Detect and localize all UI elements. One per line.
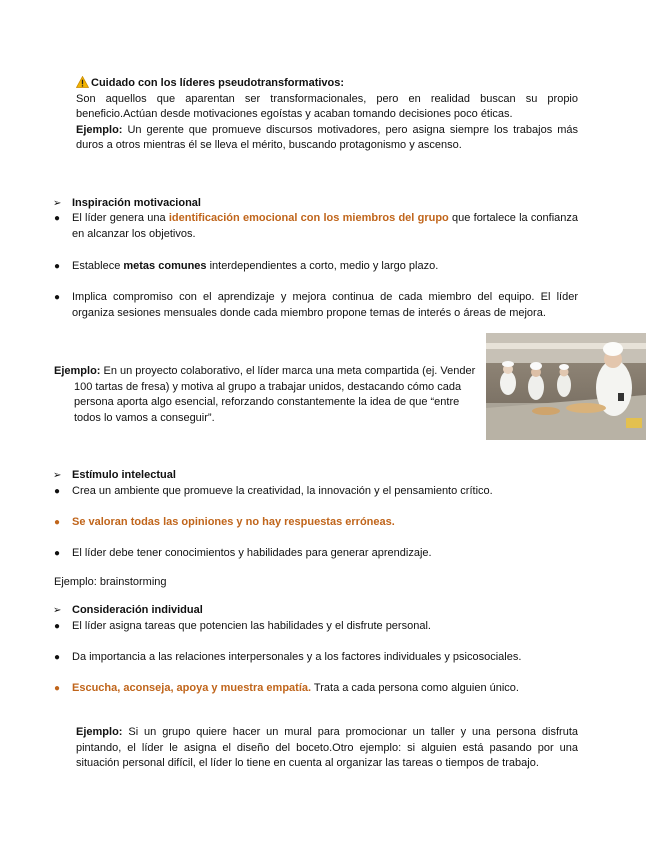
- bullet-dot: ●: [54, 683, 61, 694]
- bullet-dot: ●: [54, 292, 61, 303]
- inspiracion-bullet-1: El líder genera una identificación emocional con los miembros del grupo que fortalece la confianza en alcanzar los objetivos.: [72, 212, 578, 240]
- section-heading-estimulo: Estímulo intelectual: [72, 469, 176, 481]
- estimulo-bullet-1: Crea un ambiente que promueve la creatividad, la innovación y el pensamiento crítico.: [72, 485, 493, 497]
- bullet-dot: ●: [54, 621, 61, 632]
- bullet-dot: ●: [54, 517, 61, 528]
- arrow-bullet: ➢: [53, 605, 62, 616]
- warning-title: Cuidado con los líderes pseudotransformativos:: [76, 76, 578, 92]
- consideracion-example: Ejemplo: Si un grupo quiere hacer un mural para promocionar un taller y una persona disfruta pintando, el líder le asigna el diseño del boceto.Otro ejemplo: si alguien está pasando por una situación personal difícil, el líder lo tiene en cuenta al organizar las tareas o tiempos de trabajo.: [76, 726, 578, 769]
- consideracion-bullet-2: Da importancia a las relaciones interpersonales y a los factores individuales y psicosociales.: [72, 651, 522, 663]
- arrow-bullet: ➢: [53, 198, 62, 209]
- kitchen-team-photo: [486, 333, 646, 440]
- warning-example: Ejemplo: Un gerente que promueve discursos motivadores, pero asigna siempre los trabajos más duros a otros mientras él se lleva el mérito, buscando protagonismo y ascenso.: [76, 123, 578, 151]
- bullet-dot: ●: [54, 548, 61, 559]
- bullet-dot: ●: [54, 652, 61, 663]
- inspiracion-example: Ejemplo: En un proyecto colaborativo, el líder marca una meta compartida (ej. Vender 100 tartas de fresa) y motiva al grupo a trabajar unidos, destacando cómo cada persona aporta algo esencial, reforzando constantemente la idea de que “entre todos lo vamos a conseguir”.: [54, 365, 476, 424]
- warning-body: Son aquellos que aparentan ser transformacionales, pero en realidad buscan su propio beneficio.Actúan desde motivaciones egoístas y acaban tomando decisiones poco éticas.: [76, 92, 578, 120]
- bullet-dot: ●: [54, 486, 61, 497]
- warning-icon: [76, 76, 89, 88]
- bullet-dot: ●: [54, 261, 61, 272]
- section-heading-consideracion: Consideración individual: [72, 604, 203, 616]
- arrow-bullet: ➢: [53, 470, 62, 481]
- consideracion-bullet-1: El líder asigna tareas que potencien las habilidades y el disfrute personal.: [72, 620, 431, 632]
- estimulo-bullet-2: Se valoran todas las opiniones y no hay respuestas erróneas.: [72, 516, 395, 528]
- inspiracion-bullet-3: Implica compromiso con el aprendizaje y mejora continua de cada miembro del equipo. El líder organiza sesiones mensuales donde cada miembro propone temas de interés o áreas de mejora.: [72, 291, 578, 319]
- consideracion-bullet-3: Escucha, aconseja, apoya y muestra empatía. Trata a cada persona como alguien único.: [72, 682, 519, 694]
- estimulo-example: Ejemplo: brainstorming: [54, 576, 167, 588]
- estimulo-bullet-3: El líder debe tener conocimientos y habilidades para generar aprendizaje.: [72, 547, 432, 559]
- section-heading-inspiracion: Inspiración motivacional: [72, 197, 201, 209]
- inspiracion-bullet-2: Establece metas comunes interdependientes a corto, medio y largo plazo.: [72, 260, 439, 272]
- warning-block: [76, 76, 578, 154]
- bullet-dot: ●: [54, 213, 61, 224]
